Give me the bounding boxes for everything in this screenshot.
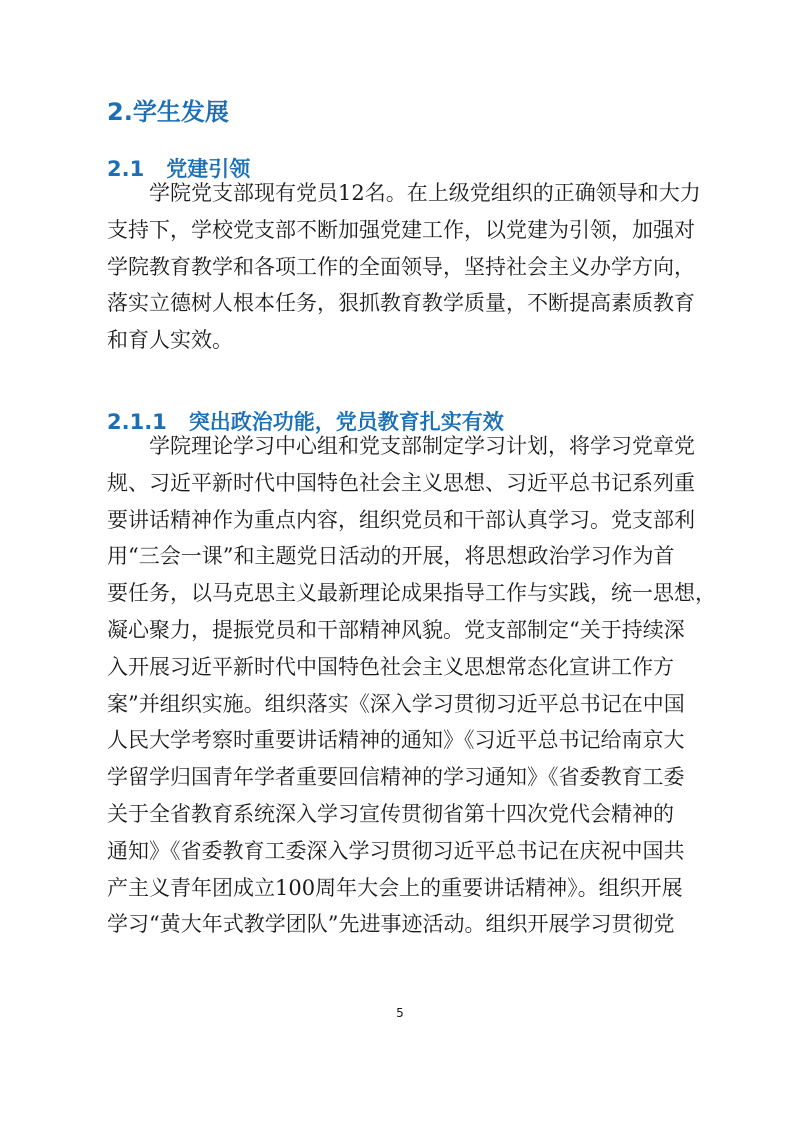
paragraph-line: 和育人实效。 [107,328,233,353]
section-heading: 2.学生发展 [107,98,229,126]
page-number: 5 [396,1006,404,1020]
paragraph-line: 支持下，学校党支部不断加强党建工作，以党建为引领，加强对 [107,217,695,242]
paragraph-2-1 [107,175,707,359]
paragraph-line: 规、习近平新时代中国特色社会主义思想、习近平总书记系列重 [107,470,695,495]
paragraph-line: 案”并组织实施。组织落实《深入学习贯彻习近平总书记在中国 [107,691,685,716]
paragraph-line: 要讲话精神作为重点内容，组织党员和干部认真学习。党支部利 [107,507,695,532]
paragraph-line: 学习“黄大年式教学团队”先进事迹活动。组织开展学习贯彻党 [107,912,675,937]
subsection-number: 2.1 [107,157,145,181]
paragraph-line: 产主义青年团成立100周年大会上的重要讲话精神》。组织开展 [107,875,683,900]
paragraph-2-1-1 [107,428,716,943]
subsection-title: 突出政治功能，党员教育扎实有效 [188,410,504,434]
paragraph-line: 入开展习近平新时代中国特色社会主义思想常态化宣讲工作方 [107,654,674,679]
subsection-number: 2.1.1 [107,410,167,434]
paragraph-line: 要任务，以马克思主义最新理论成果指导工作与实践，统一思想， [107,581,716,606]
paragraph-line: 关于全省教育系统深入学习宣传贯彻省第十四次党代会精神的 [107,801,674,826]
subsection-title: 党建引领 [166,157,251,181]
paragraph-line: 通知》《省委教育工委深入学习贯彻习近平总书记在庆祝中国共 [107,838,685,863]
paragraph-line: 人民大学考察时重要讲话精神的通知》《习近平总书记给南京大 [107,728,685,753]
paragraph-line: 用“三会一课”和主题党日活动的开展，将思想政治学习作为首 [107,544,675,569]
paragraph-line: 落实立德树人根本任务，狠抓教育教学质量，不断提高素质教育 [107,291,695,316]
paragraph-line: 凝心聚力，提振党员和干部精神风貌。党支部制定“关于持续深 [107,617,685,642]
paragraph-line: 学院理论学习中心组和党支部制定学习计划，将学习党章党 [149,434,695,458]
paragraph-line: 学留学归国青年学者重要回信精神的学习通知》《省委教育工委 [107,765,685,790]
paragraph-line: 学院党支部现有党员12名。在上级党组织的正确领导和大力 [149,181,701,205]
paragraph-line: 学院教育教学和各项工作的全面领导，坚持社会主义办学方向， [107,254,695,279]
